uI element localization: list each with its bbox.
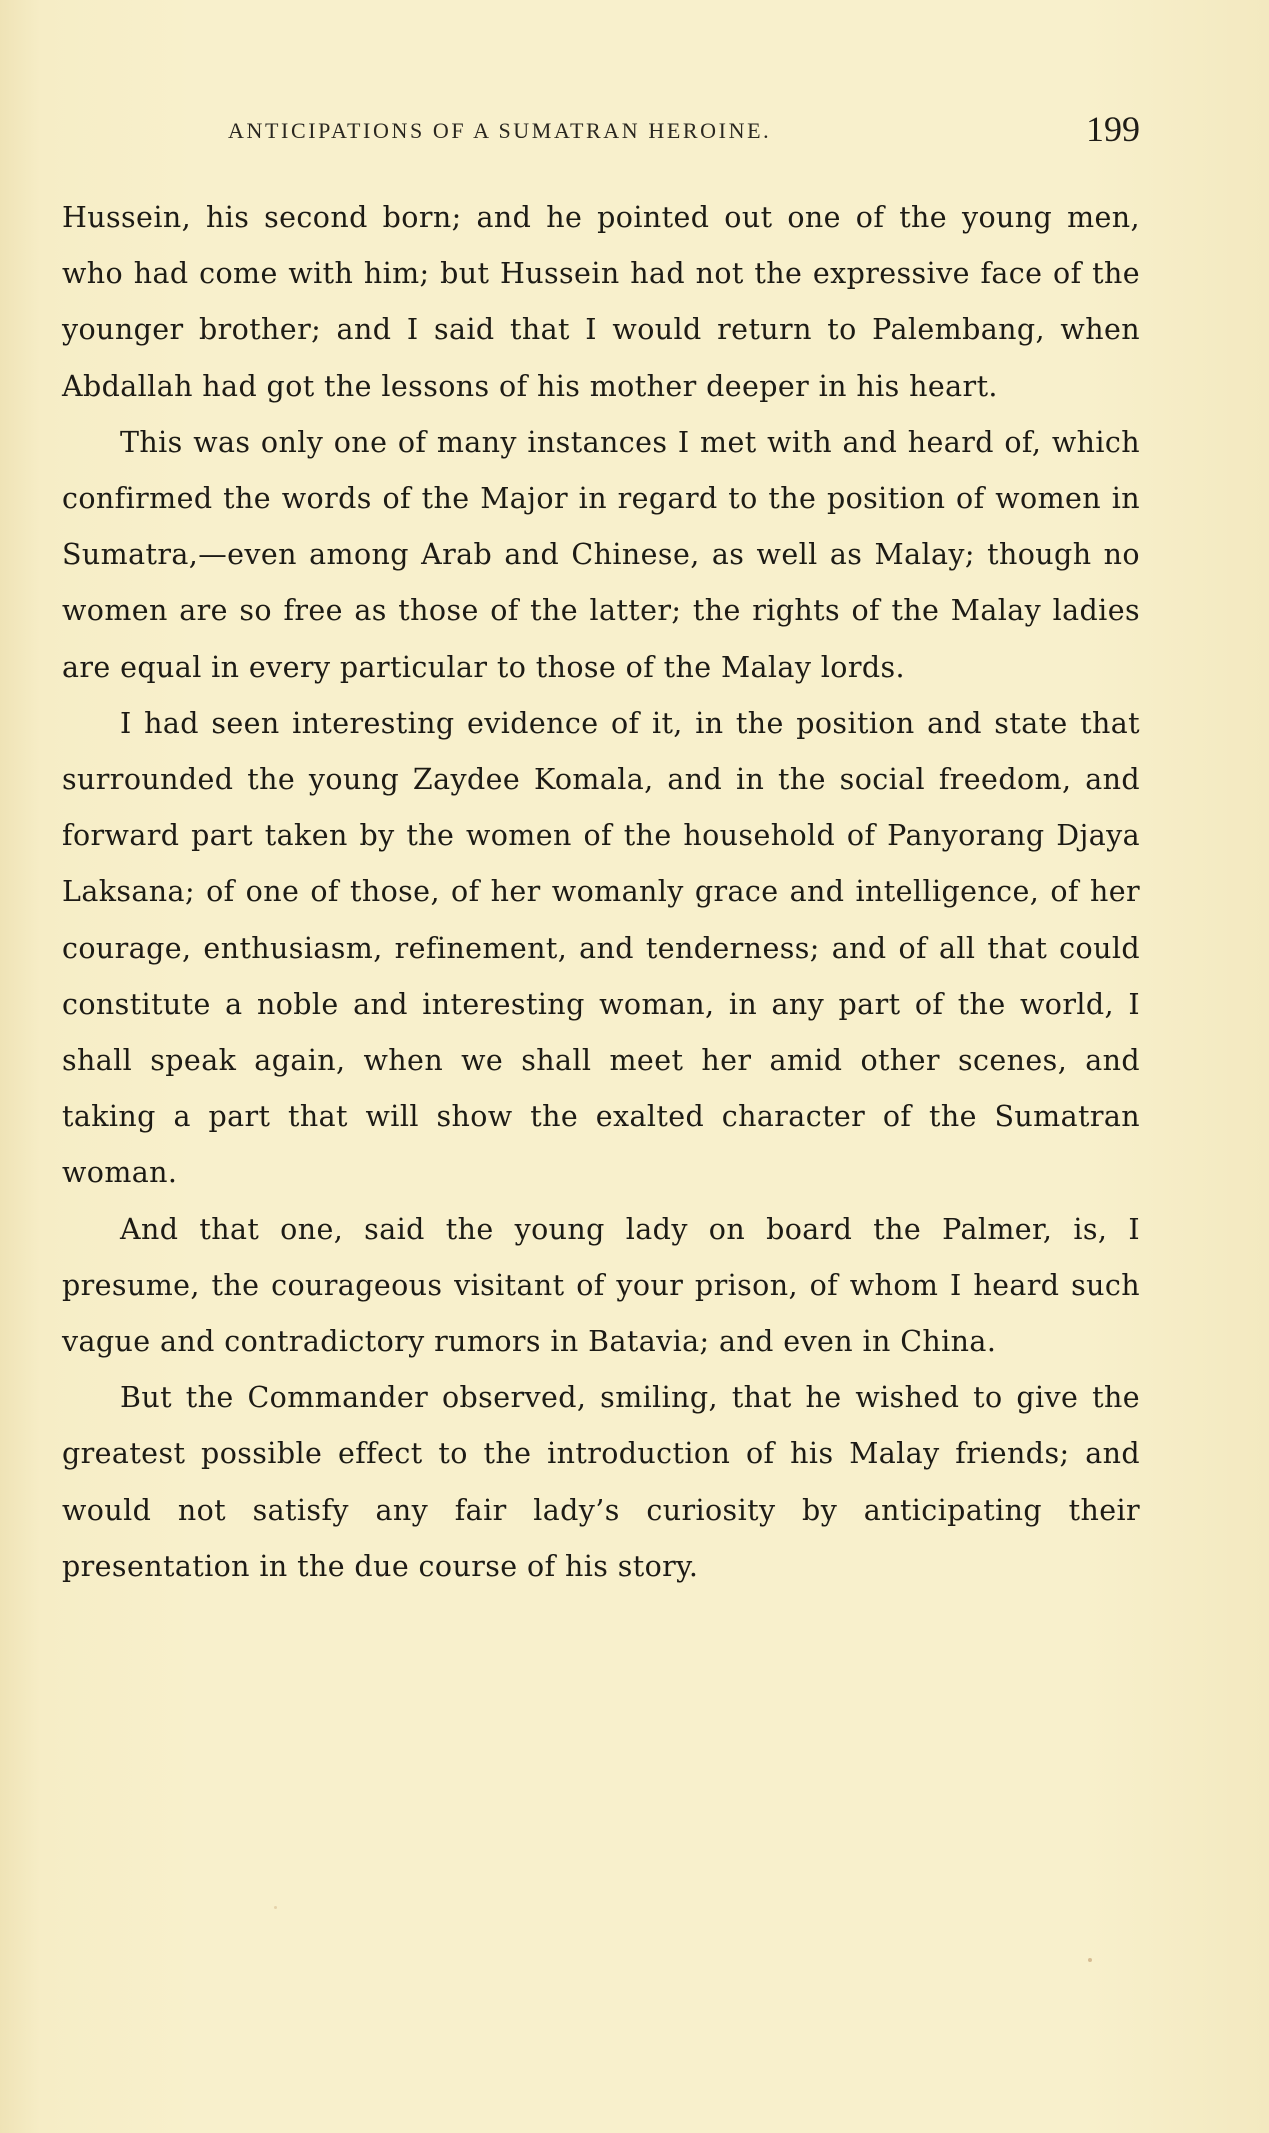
paper-speck	[274, 1906, 277, 1909]
paragraph-3: I had seen interesting evidence of it, in the position and state that surrounded the young Zaydee Komala, and in the social freedom, and forward part taken by the women of the household of Panyorang Djaya Laksana; of one of those, of her womanly grace and intelligence, of her courage, enthusiasm, refinement, and tenderness; and of all that could constitute a noble and interesting woman, in any part of the world, I shall speak again, when we shall meet her amid other scenes, and taking a part that will show the exalted character of the Sumatran woman.	[62, 706, 1140, 1190]
paragraph-5: But the Commander observed, smiling, that he wished to give the greatest possible effect to the introduction of his Malay friends; and would not satisfy any fair lady’s curiosity by anticipating their presentation in the due course of his story.	[62, 1381, 1140, 1583]
page-number: 199	[1086, 109, 1140, 149]
paragraph-2: This was only one of many instances I met with and heard of, which confirmed the words of the Major in regard to the position of women in Sumatra,—even among Arab and Chinese, as well as Malay; though no women are so free as those of the latter; the rights of the Malay ladies are equal in every particular to those of the Malay lords.	[62, 425, 1140, 684]
body-text	[62, 190, 1140, 1595]
paragraph-1: Hussein, his second born; and he pointed out one of the young men, who had come with him; but Hussein had not the expressive face of the younger brother; and I said that I would return to Palembang, when Abdallah had got the lessons of his mother deeper in his heart.	[62, 201, 1140, 403]
running-head	[62, 109, 1140, 156]
paper-speck	[1088, 1958, 1092, 1962]
running-title: ANTICIPATIONS OF A SUMATRAN HEROINE.	[228, 118, 772, 143]
paragraph-4: And that one, said the young lady on board the Palmer, is, I presume, the courageous visitant of your prison, of whom I heard such vague and contradictory rumors in Batavia; and even in China.	[62, 1212, 1140, 1359]
